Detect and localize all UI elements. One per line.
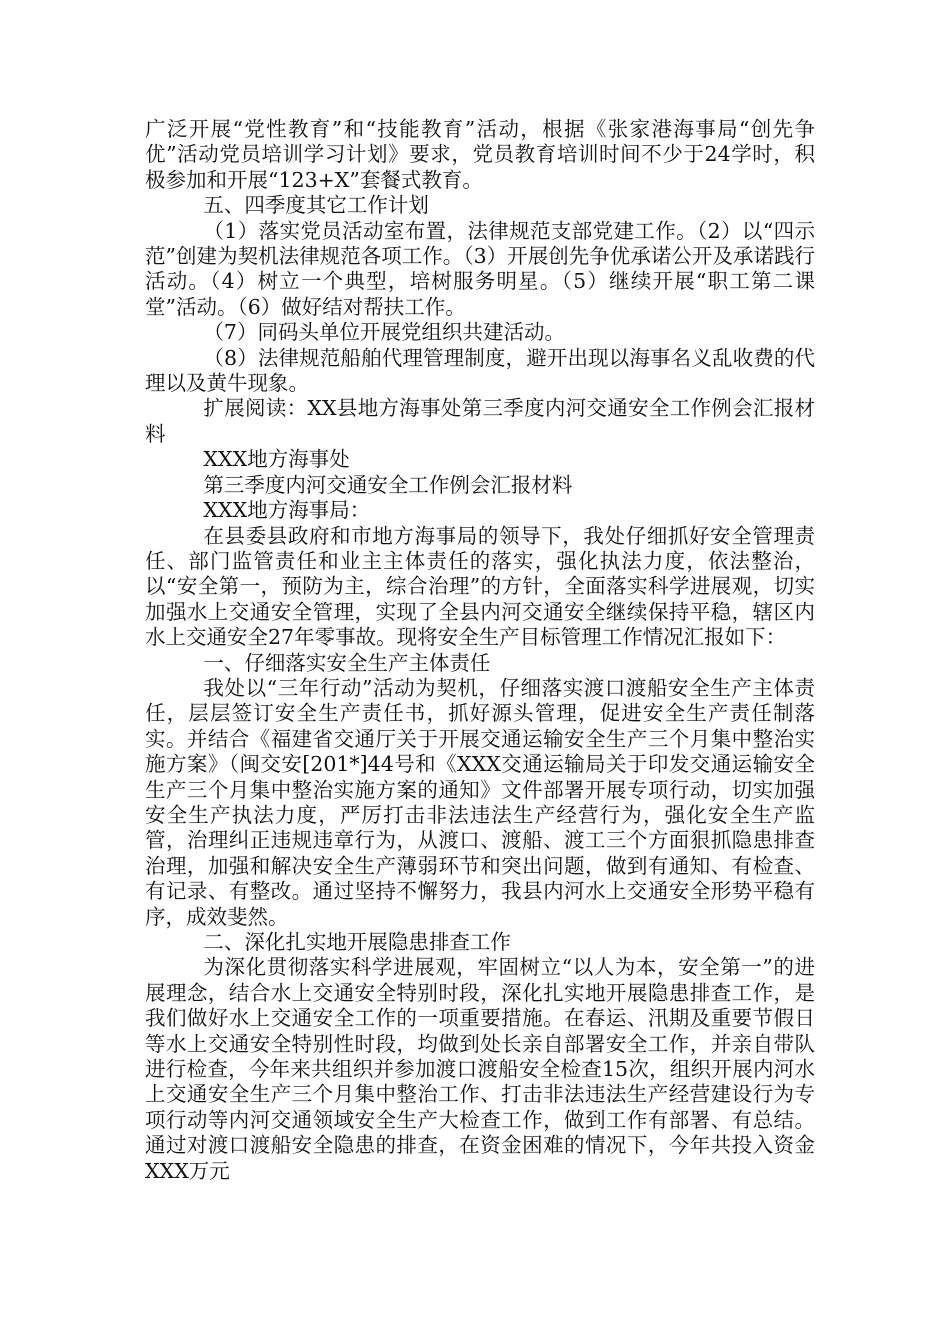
report-title: 第三季度内河交通安全工作例会汇报材料 bbox=[203, 472, 573, 497]
paragraph-plan-items-1-6: （1）落实党员活动室布置，法律规范支部党建工作。（2）以“四示范”创建为契机法律规范各项工作。（3）开展创先争优承诺公开及承诺践行活动。（4）树立一个典型，培树服务明星。（5）继续开展“职工第二课堂”活动。（6）做好结对帮扶工作。 bbox=[145, 218, 815, 319]
recipient-salutation: XXX地方海事局： bbox=[203, 498, 371, 523]
paragraph-party-education: 广泛开展“党性教育”和“技能教育”活动，根据《张家港海事局“创先争优”活动党员培训学习计划》要求，党员教育培训时间不少于24学时，积极参加和开展“123+X”套餐式教育。 bbox=[145, 117, 815, 192]
paragraph-plan-item-8: （8）法律规范船舶代理管理制度，避开出现以海事名义乱收费的代理以及黄牛现象。 bbox=[145, 345, 815, 396]
document-body bbox=[145, 117, 815, 1184]
paragraph-plan-item-7: （7）同码头单位开展党组织共建活动。 bbox=[203, 320, 565, 345]
extended-reading-title: 扩展阅读：XX县地方海事处第三季度内河交通安全工作例会汇报材料 bbox=[145, 396, 815, 446]
heading-section-2: 二、深化扎实地开展隐患排查工作 bbox=[203, 930, 511, 954]
heading-section-1: 一、仔细落实安全生产主体责任 bbox=[203, 650, 491, 675]
paragraph-section-2: 为深化贯彻落实科学进展观，牢固树立“以人为本，安全第一”的进展理念，结合水上交通安全特别时段，深化扎实地开展隐患排查工作，是我们做好水上交通安全工作的一项重要措施。在春运、汛期及重要节假日等水上交通安全特别性时段，均做到处长亲自部署安全工作，并亲自带队进行检查，今年来共组织并参加渡口渡船安全检查15次，组织开展内河水上交通安全生产三个月集中整治工作、打击非法违法生产经营建设行为专项行动等内河交通领域安全生产大检查工作，做到工作有部署、有总结。通过对渡口渡船安全隐患的排查，在资金困难的情况下，今年共投入资金XXX万元 bbox=[145, 955, 815, 1183]
issuer-name: XXX地方海事处 bbox=[203, 447, 350, 472]
heading-q4-plan: 五、四季度其它工作计划 bbox=[203, 193, 429, 218]
paragraph-section-1: 我处以“三年行动”活动为契机，仔细落实渡口渡船安全生产主体责任，层层签订安全生产责任书，抓好源头管理，促进安全生产责任制落实。并结合《福建省交通厅关于开展交通运输安全生产三个月集中整治实施方案》（闽交安[201*]44号和《XXX交通运输局关于印发交通运输安全生产三个月集中整治实施方案的通知》文件部署开展专项行动，切实加强安全生产执法力度，严厉打击非法违法生产经营行为，强化安全生产监管，治理纠正违规违章行为，从渡口、渡船、渡工三个方面狠抓隐患排查治理，加强和解决安全生产薄弱环节和突出问题，做到有通知、有检查、有记录、有整改。通过坚持不懈努力，我县内河水上交通安全形势平稳有序，成效斐然。 bbox=[145, 675, 815, 929]
paragraph-introduction: 在县委县政府和市地方海事局的领导下，我处仔细抓好安全管理责任、部门监管责任和业主主体责任的落实，强化执法力度，依法整治，以“安全第一，预防为主，综合治理”的方针，全面落实科学进展观，切实加强水上交通安全管理，实现了全县内河交通安全继续保持平稳，辖区内水上交通安全27年零事故。现将安全生产目标管理工作情况汇报如下： bbox=[145, 523, 815, 650]
